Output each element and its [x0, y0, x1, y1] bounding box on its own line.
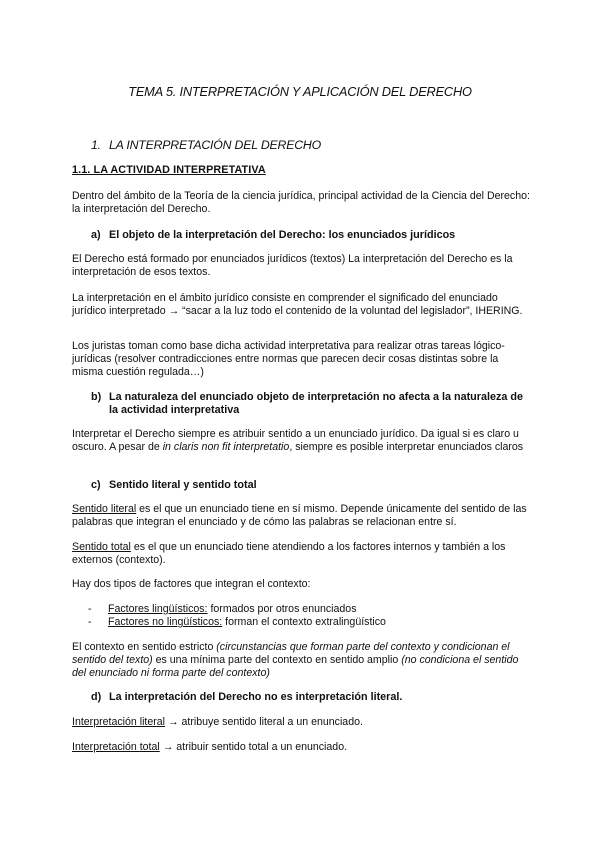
context-strict-text-1: El contexto en sentido estricto: [72, 641, 217, 653]
context-types-intro: Hay dos tipos de factores que integran el contexto:: [72, 578, 311, 590]
list-item: [88, 603, 528, 616]
subsection-a-label: a): [91, 229, 101, 241]
sentido-literal-text: es el que un enunciado tiene en sí mismo. Depende únicamente del sentido de las palabras que integran el enunciado y de cómo las palabras se relacionan entre sí.: [72, 503, 527, 528]
context-strict-text-2: es una mínima parte del contexto en sentido amplio: [152, 654, 402, 666]
subsection-c-title: Sentido literal y sentido total: [109, 479, 257, 491]
subsection-b-text-2: , siempre es posible interpretar enunciados claros: [289, 441, 524, 453]
sentido-total-paragraph: [72, 541, 530, 567]
interpretacion-total-term: Interpretación total: [72, 741, 160, 753]
interpretacion-literal-line: [72, 716, 530, 729]
interpretacion-total-text: → atribuir sentido total a un enunciado.: [159, 741, 348, 753]
list-item-term: Factores lingüísticos:: [108, 603, 208, 615]
subsection-c-label: c): [91, 479, 101, 491]
list-item-text: formados por otros enunciados: [207, 603, 357, 615]
subsection-b-paragraph: [72, 428, 530, 454]
interpretacion-total-line: [72, 741, 530, 754]
subsection-a-paragraph-1: El Derecho está formado por enunciados jurídicos (textos) La interpretación del Derecho es la interpretación de esos textos.: [72, 253, 513, 278]
section-1-number: 1.: [91, 138, 101, 152]
sentido-total-text: es el que un enunciado tiene atendiendo a los factores internos y también a los externos (contexto).: [72, 541, 506, 566]
context-strict-italic-2: (no condiciona el sentido del enunciado ni forma parte del contexto): [72, 654, 519, 679]
subsection-d-title: La interpretación del Derecho no es interpretación literal.: [109, 691, 403, 703]
sentido-literal-paragraph: [72, 503, 530, 529]
list-dash: -: [88, 616, 92, 628]
subsection-a-heading: [91, 229, 455, 241]
subsection-b-heading: [91, 391, 531, 417]
section-1-heading: [91, 138, 321, 152]
list-dash: -: [88, 603, 92, 615]
context-factors-list: [88, 603, 528, 629]
subsection-a-paragraph-3: Los juristas toman como base dicha actividad interpretativa para realizar otras tareas lógico-jurídicas (resolver contradicciones entre normas que parecen decir cosas distintas sobre la misma cuestión regulada…): [72, 340, 505, 378]
list-item: [88, 616, 528, 629]
subsection-d-heading: [91, 691, 402, 703]
interpretacion-literal-term: Interpretación literal: [72, 716, 166, 728]
intro-paragraph: Dentro del ámbito de la Teoría de la ciencia jurídica, principal actividad de la Ciencia del Derecho: la interpretación del Derecho.: [72, 190, 530, 215]
list-item-text: forman el contexto extralingüístico: [222, 616, 386, 628]
latin-maxim: in claris non fit interpretatio: [162, 441, 290, 453]
section-1-1-heading: 1.1. LA ACTIVIDAD INTERPRETATIVA: [72, 164, 266, 176]
list-item-term: Factores no lingüísticos:: [108, 616, 223, 628]
subsection-d-label: d): [91, 691, 102, 703]
subsection-a-title: El objeto de la interpretación del Derecho: los enunciados jurídicos: [109, 229, 456, 241]
section-1-title: LA INTERPRETACIÓN DEL DERECHO: [109, 138, 321, 152]
interpretacion-literal-text: → atribuye sentido literal a un enunciado.: [165, 716, 363, 728]
sentido-literal-term: Sentido literal: [72, 503, 137, 515]
context-strict-paragraph: [72, 641, 530, 680]
context-strict-italic-1: (circunstancias que forman parte del contexto y condicionan el sentido del texto): [72, 641, 510, 666]
sentido-total-term: Sentido total: [72, 541, 131, 553]
subsection-c-heading: [91, 479, 257, 491]
subsection-b-text-1: Interpretar el Derecho siempre es atribuir sentido a un enunciado jurídico. Da igual si es claro u oscuro. A pesar de: [72, 428, 519, 453]
subsection-b-label: b): [91, 391, 102, 403]
document-title: TEMA 5. INTERPRETACIÓN Y APLICACIÓN DEL DERECHO: [128, 84, 472, 99]
subsection-b-title: La naturaleza del enunciado objeto de interpretación no afecta a la naturaleza de la actividad interpretativa: [109, 391, 523, 416]
subsection-a-paragraph-2: La interpretación en el ámbito jurídico consiste en comprender el significado del enunciado jurídico interpretado → “sacar a la luz todo el contenido de la voluntad del legislador”, IHERING.: [72, 292, 523, 317]
